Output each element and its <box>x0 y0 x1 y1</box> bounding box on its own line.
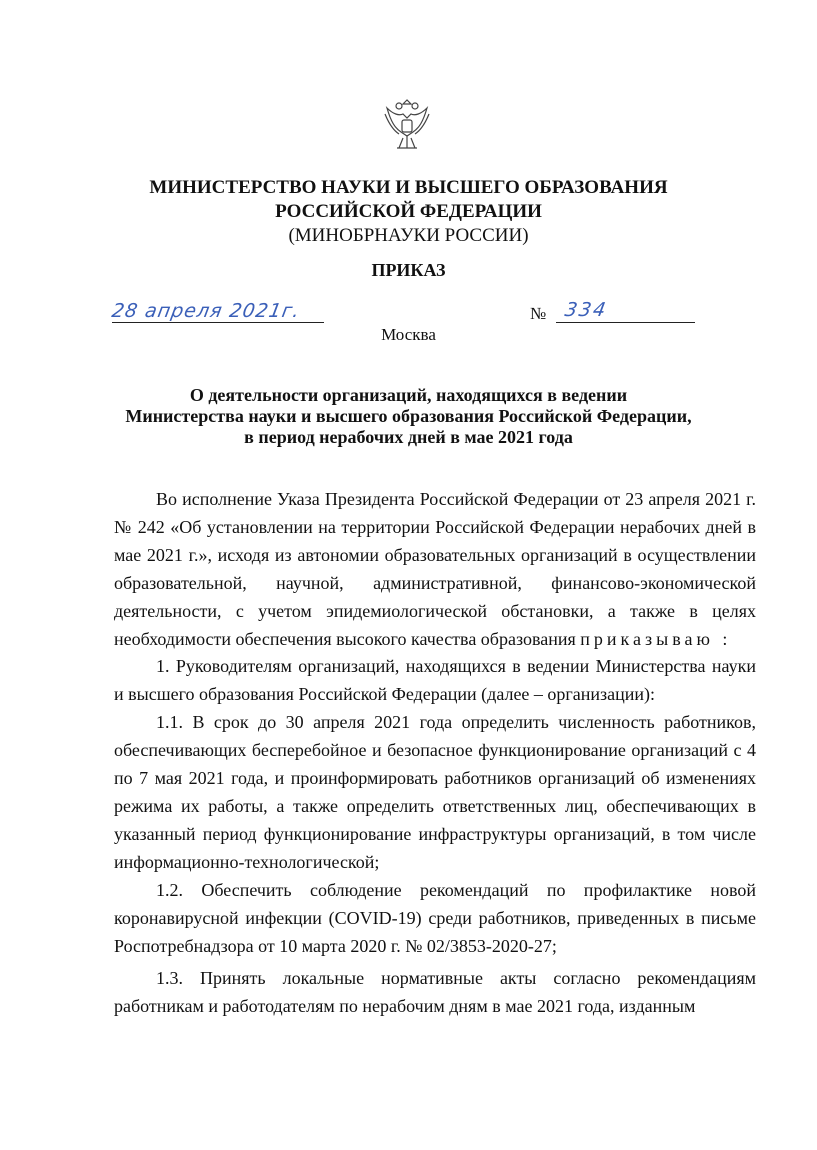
document-title-line1: О деятельности организаций, находящихся в ведении <box>189 385 628 405</box>
date-underline <box>112 322 324 323</box>
order-number: 334 <box>563 299 610 321</box>
document-type: ПРИКАЗ <box>371 260 446 280</box>
ministry-short-name: (МИНОБРНАУКИ РОССИИ) <box>288 225 529 246</box>
ministry-name-line2: РОССИЙСКОЙ ФЕДЕРАЦИИ <box>275 201 542 222</box>
paragraph-1-2: 1.2. Обеспечить соблюдение рекомендаций по профилактике новой коронавирусной инфекции (COVID-19) среди работников, приведенных в письме Роспотребнадзора от 10 марта 2020 г. № 02/3853-2020-27; <box>114 879 756 956</box>
intro-text: Во исполнение Указа Президента Российской Федерации от 23 апреля 2021 г. № 242 «Об установлении на территории Российской Федерации нерабочих дней в мае 2021 г.», исходя из автономии образовательных организаций в осуществлении образовательной, научной, административной, финансово-экономической деятельности, с учетом эпидемиологической обстановки, а также в целях необходимости обеспечения высокого качества образования <box>114 489 756 649</box>
document-title-line3: в период нерабочих дней в мае 2021 года <box>244 427 573 447</box>
document-body <box>114 486 756 1021</box>
city: Москва <box>381 325 436 344</box>
intro-paragraph <box>114 486 756 653</box>
order-word: приказываю : <box>580 628 732 649</box>
order-date: 28 апреля 2021г. <box>110 300 302 322</box>
number-underline <box>556 322 695 323</box>
paragraph-1-3: 1.3. Принять локальные нормативные акты согласно рекомендациям работникам и работодателям по нерабочим дням в мае 2021 года, изданным <box>114 968 756 1017</box>
paragraph-1: 1. Руководителям организаций, находящихся в ведении Министерства науки и высшего образования Российской Федерации (далее – организации): <box>114 656 756 705</box>
number-label: № <box>530 304 547 323</box>
russian-coat-of-arms-icon <box>379 92 435 156</box>
document-title-line2: Министерства науки и высшего образования Российской Федерации, <box>125 406 692 426</box>
ministry-name-line1: МИНИСТЕРСТВО НАУКИ И ВЫСШЕГО ОБРАЗОВАНИЯ <box>149 177 668 198</box>
paragraph-1-1: 1.1. В срок до 30 апреля 2021 года определить численность работников, обеспечивающих бесперебойное и безопасное функционирование организаций с 4 по 7 мая 2021 года, и проинформировать работников организаций об изменениях режима их работы, а также определить ответственных лиц, обеспечивающих в указанный период функционирование инфраструктуры организаций, в том числе информационно-технологической; <box>114 712 756 872</box>
